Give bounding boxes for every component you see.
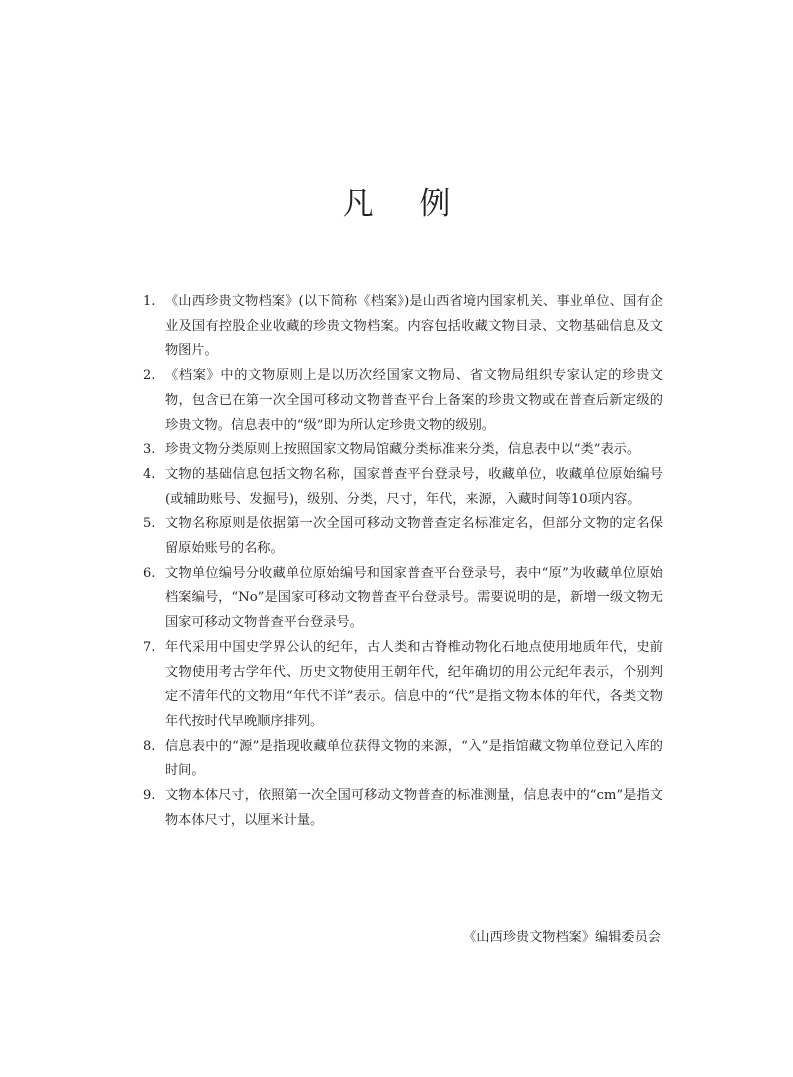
rule-text: 文物单位编号分收藏单位原始编号和国家普查平台登录号，表中“原”为收藏单位原始档案编号，“No”是国家可移动文物普查平台登录号。需要说明的是，新增一级文物无国家可移动文物普查平台登录号。 <box>165 565 663 631</box>
rule-number: 7. <box>143 639 156 655</box>
rule-text: 信息表中的“源”是指现收藏单位获得文物的来源，“入”是指馆藏文物单位登记入库的时间。 <box>165 738 663 779</box>
rule-item <box>143 364 663 438</box>
rule-text: 《山西珍贵文物档案》(以下简称《档案》)是山西省境内国家机关、事业单位、国有企业及国有控股企业收藏的珍贵文物档案。内容包括收藏文物目录、文物基础信息及文物图片。 <box>165 294 663 359</box>
rule-item <box>143 463 663 512</box>
rule-item <box>143 438 663 463</box>
rule-number: 4. <box>143 466 156 482</box>
rule-text: 《档案》中的文物原则上是以历次经国家文物局、省文物局组织专家认定的珍贵文物，包含已在第一次全国可移动文物普查平台上备案的珍贵文物或在普查后新定级的珍贵文物。信息表中的“级”即为所认定珍贵文物的级别。 <box>165 368 663 433</box>
rule-text: 文物名称原则是依据第一次全国可移动文物普查定名标准定名，但部分文物的定名保留原始账号的名称。 <box>165 516 663 557</box>
rule-text: 年代采用中国史学界公认的纪年，古人类和古脊椎动物化石地点使用地质年代，史前文物使用考古学年代、历史文物使用王朝年代，纪年确切的用公元纪年表示，个别判定不清年代的文物用“年代不详”表示。信息中的“代”是指文物本体的年代，各类文物年代按时代早晚顺序排列。 <box>165 639 663 729</box>
rule-item <box>143 512 663 561</box>
rule-number: 5. <box>143 516 156 532</box>
rule-item <box>143 735 663 784</box>
page-title: 凡 例 <box>342 186 469 222</box>
rule-item <box>143 636 663 735</box>
rule-number: 8. <box>143 738 156 754</box>
rule-text: 文物本体尺寸，依照第一次全国可移动文物普查的标准测量，信息表中的“cm”是指文物本体尺寸，以厘米计量。 <box>165 788 663 828</box>
rule-text: 文物的基础信息包括文物名称，国家普查平台登录号，收藏单位，收藏单位原始编号(或辅助账号、发掘号)，级别、分类，尺寸，年代，来源，入藏时间等10项内容。 <box>165 466 663 507</box>
rule-number: 9. <box>143 788 156 804</box>
rule-item <box>143 290 663 364</box>
rule-number: 3. <box>143 442 156 458</box>
rules-list <box>143 290 663 833</box>
rule-text: 珍贵文物分类原则上按照国家文物局馆藏分类标准来分类，信息表中以“类”表示。 <box>165 442 641 458</box>
editorial-committee-signature: 《山西珍贵文物档案》编辑委员会 <box>463 930 661 945</box>
rule-number: 6. <box>143 565 156 581</box>
rule-item <box>143 784 663 833</box>
rule-number: 1. <box>143 294 156 309</box>
rule-item <box>143 562 663 636</box>
rule-number: 2. <box>143 368 156 384</box>
